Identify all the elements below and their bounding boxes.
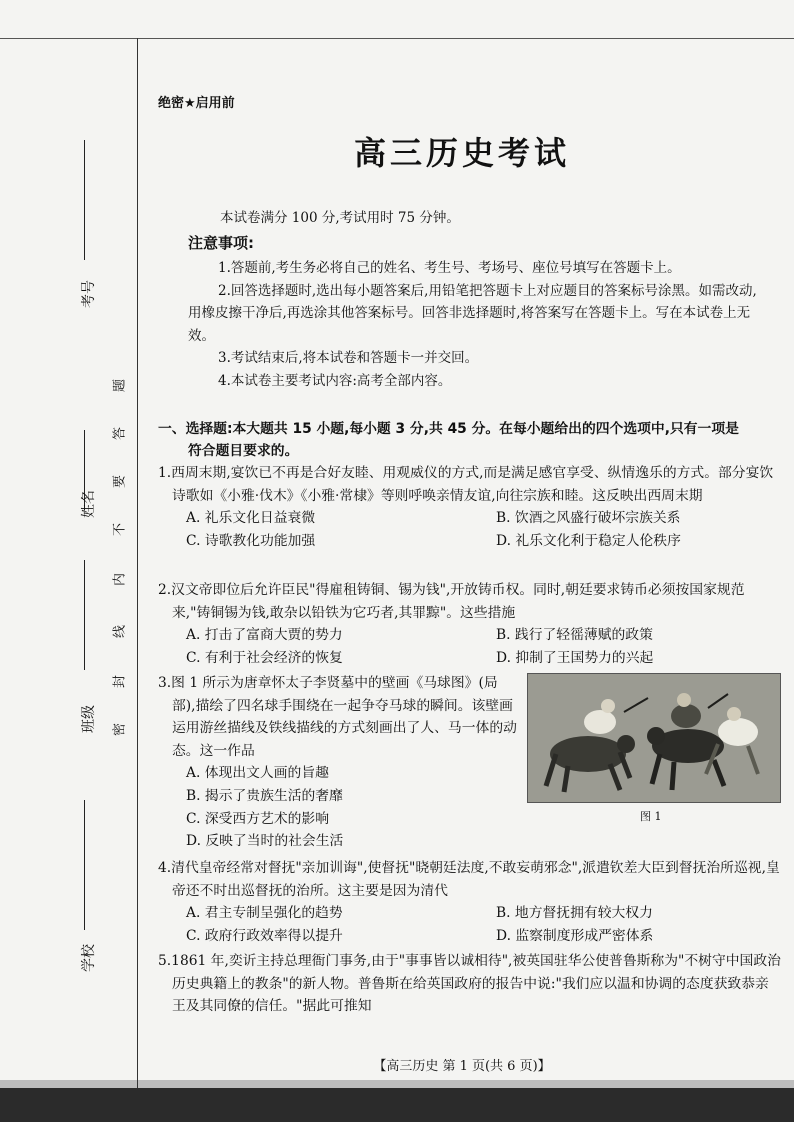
question-2 (158, 579, 782, 669)
option-a: A. 体现出文人画的旨趣 (186, 765, 329, 782)
question-stem: 4.清代皇帝经常对督抚"亲加训诲",使督抚"晓朝廷法度,不敢妄萌邪念",派遣钦差大臣到督抚治所巡视,皇帝还不时出巡督抚的治所。这主要是因为清代 (158, 860, 780, 899)
option-d: D. 监察制度形成严密体系 (496, 927, 654, 944)
option-d: D. 抑制了王国势力的兴起 (496, 649, 654, 666)
seal-char: 线 (112, 625, 128, 639)
top-rule (0, 38, 794, 39)
polo-mural-image (527, 673, 781, 803)
question-stem: 2.汉文帝即位后允许臣民"得雇租铸铜、锡为钱",开放铸币权。同时,朝廷要求铸币必须按国家规范来,"铸铜锡为钱,敢杂以铅铁为它巧者,其罪黥"。这些措施 (158, 582, 745, 621)
figure-caption: 图 1 (640, 810, 662, 823)
option-a: A. 打击了富商大贾的势力 (186, 627, 343, 644)
option-b: B. 揭示了贵族生活的奢靡 (186, 787, 343, 804)
question-5 (158, 950, 782, 1018)
section-line: 一、选择题:本大题共 15 小题,每小题 3 分,共 45 分。在每小题给出的四个选项中,只有一项是 (158, 421, 739, 437)
field-kaohao: 考号 (81, 280, 97, 308)
binding-line (137, 38, 138, 1088)
notice-item: 2.回答选择题时,选出每小题答案后,用铅笔把答题卡上对应题目的答案标号涂黑。如需改动,用橡皮擦干净后,再选涂其他答案标号。回答非选择题时,将答案写在答题卡上。写在本试卷上无效。 (188, 282, 757, 344)
class-underline (84, 560, 85, 670)
question-4 (158, 857, 782, 947)
question-3 (158, 672, 520, 853)
section-line: 符合题目要求的。 (188, 443, 299, 459)
option-b: B. 地方督抚拥有较大权力 (496, 905, 653, 922)
option-b: B. 饮酒之风盛行破坏宗族关系 (496, 510, 681, 527)
seal-char: 内 (112, 573, 128, 587)
question-1 (158, 462, 782, 552)
page-title: 高三历史考试 (353, 134, 570, 172)
question-stem: 1.西周末期,宴饮已不再是合好友睦、用观威仪的方式,而是满足感官享受、纵情逸乐的方式。部分宴饮诗歌如《小雅·伐木》《小雅·常棣》等则呼唤亲情友谊,向往宗族和睦。这反映出西周末期 (158, 465, 774, 504)
seal-char: 封 (112, 675, 128, 689)
seal-char: 题 (112, 379, 128, 393)
notice-item: 4.本试卷主要考试内容:高考全部内容。 (218, 372, 452, 389)
school-underline (84, 800, 85, 930)
option-c: C. 诗歌教化功能加强 (186, 532, 316, 549)
option-d: D. 反映了当时的社会生活 (186, 833, 344, 850)
scan-border (0, 1088, 794, 1122)
option-c: C. 深受西方艺术的影响 (186, 810, 330, 827)
field-school: 学校 (81, 944, 97, 972)
notice-item: 3.考试结束后,将本试卷和答题卡一并交回。 (218, 350, 479, 366)
option-a: A. 君主专制呈强化的趋势 (186, 905, 343, 922)
notice-list (188, 257, 768, 392)
question-stem: 3.图 1 所示为唐章怀太子李贤墓中的壁画《马球图》(局部),描绘了四名球手围绕在一起争夺马球的瞬间。该壁画运用游丝描线及铁线描线的方式刻画出了人、马一体的动态。这一作品 (158, 675, 517, 759)
seal-char: 不 (112, 523, 128, 537)
option-a: A. 礼乐文化日益衰微 (186, 510, 316, 527)
section-heading (158, 418, 780, 462)
seal-char: 密 (112, 723, 128, 737)
confidential-label: 绝密★启用前 (158, 96, 235, 111)
notice-heading: 注意事项: (188, 234, 254, 252)
exam-info: 本试卷满分 100 分,考试用时 75 分钟。 (220, 210, 460, 226)
seal-char: 要 (112, 475, 128, 489)
option-d: D. 礼乐文化利于稳定人伦秩序 (496, 532, 681, 549)
option-b: B. 践行了轻徭薄赋的政策 (496, 627, 653, 644)
notice-item: 1.答题前,考生务必将自己的姓名、考生号、考场号、座位号填写在答题卡上。 (218, 260, 681, 276)
seal-char: 答 (112, 427, 128, 441)
page-footer: 【高三历史 第 1 页(共 6 页)】 (373, 1059, 551, 1074)
field-name: 姓名 (81, 490, 97, 518)
option-c: C. 政府行政效率得以提升 (186, 927, 343, 944)
question-stem: 5.1861 年,奕䜣主持总理衙门事务,由于"事事皆以诚相待",被英国驻华公使普鲁斯称为"不树守中国政治历史典籍上的教条"的新人物。普鲁斯在给英国政府的报告中说:"我们应以温和协调的态度获致恭亲王及其同僚的信任。"据此可推知 (158, 953, 781, 1015)
field-class: 班级 (81, 705, 97, 733)
option-c: C. 有利于社会经济的恢复 (186, 649, 343, 666)
